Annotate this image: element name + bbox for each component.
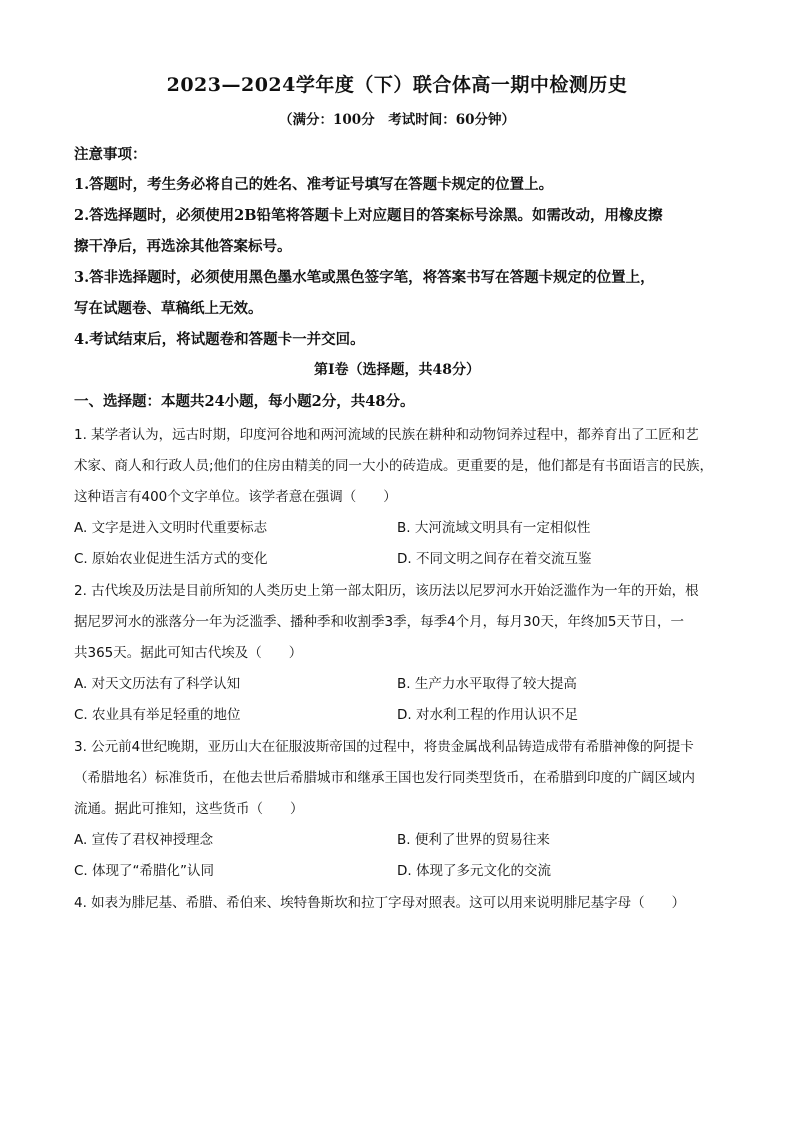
question-3-option-d[interactable]: D. 体现了多元文化的交流	[397, 863, 551, 879]
question-2-line: 据尼罗河水的涨落分一年为泛滥季、播种季和收割季3季，每季4个月，每月30天，年终加5天节日，一	[74, 614, 684, 630]
note-line: 4.考试结束后，将试题卷和答题卡一并交回。	[74, 331, 365, 348]
question-1-line: 术家、商人和行政人员;他们的住房由精美的同一大小的砖造成。更重要的是，他们都是有书面语言的民族，	[74, 458, 714, 474]
question-1-option-b[interactable]: B. 大河流域文明具有一定相似性	[397, 520, 591, 536]
section-heading: 第Ⅰ卷（选择题，共48分）	[313, 362, 481, 378]
question-1-option-c[interactable]: C. 原始农业促进生活方式的变化	[74, 551, 268, 567]
question-2-line: 共365天。据此可知古代埃及（ ）	[74, 645, 303, 661]
note-line: 擦干净后，再选涂其他答案标号。	[74, 238, 292, 255]
exam-meta: （满分：100分 考试时间：60分钟）	[279, 112, 515, 128]
question-2-option-d[interactable]: D. 对水利工程的作用认识不足	[397, 707, 578, 723]
question-1-line: 1. 某学者认为，远古时期，印度河谷地和两河流域的民族在耕种和动物饲养过程中，都养育出了工匠和艺	[74, 427, 699, 443]
section-instructions: 一、选择题：本题共24小题，每小题2分，共48分。	[74, 393, 415, 410]
question-3-line: （希腊地名）标准货币，在他去世后希腊城市和继承王国也发行同类型货币，在希腊到印度的广阔区域内	[74, 770, 695, 786]
note-line: 1.答题时，考生务必将自己的姓名、准考证号填写在答题卡规定的位置上。	[74, 176, 554, 193]
question-3-line: 3. 公元前4世纪晚期，亚历山大在征服波斯帝国的过程中，将贵金属战利品铸造成带有希腊神像的阿提卡	[74, 739, 694, 755]
question-1-option-d[interactable]: D. 不同文明之间存在着交流互鉴	[397, 551, 592, 567]
question-3-option-b[interactable]: B. 便利了世界的贸易往来	[397, 832, 550, 848]
question-1-line: 这种语言有400个文字单位。该学者意在强调（ ）	[74, 489, 397, 505]
page-title: 2023—2024学年度（下）联合体高一期中检测历史	[166, 74, 628, 96]
question-2-option-c[interactable]: C. 农业具有举足轻重的地位	[74, 707, 241, 723]
question-3-option-c[interactable]: C. 体现了“希腊化”认同	[74, 863, 214, 879]
question-2-line: 2. 古代埃及历法是目前所知的人类历史上第一部太阳历，该历法以尼罗河水开始泛滥作为一年的开始，根	[74, 583, 699, 599]
question-2-option-b[interactable]: B. 生产力水平取得了较大提高	[397, 676, 577, 692]
note-line: 2.答选择题时，必须使用2B铅笔将答题卡上对应题目的答案标号涂黑。如需改动，用橡皮擦	[74, 207, 663, 224]
notes-heading: 注意事项：	[74, 146, 147, 163]
question-3-option-a[interactable]: A. 宣传了君权神授理念	[74, 832, 214, 848]
question-1-option-a[interactable]: A. 文字是进入文明时代重要标志	[74, 520, 268, 536]
question-2-option-a[interactable]: A. 对天文历法有了科学认知	[74, 676, 241, 692]
note-line: 3.答非选择题时，必须使用黑色墨水笔或黑色签字笔，将答案书写在答题卡规定的位置上，	[74, 269, 655, 286]
question-4-line: 4. 如表为腓尼基、希腊、希伯来、埃特鲁斯坎和拉丁字母对照表。这可以用来说明腓尼基字母（ ）	[74, 895, 686, 911]
question-3-line: 流通。据此可推知，这些货币（ ）	[74, 801, 304, 817]
note-line: 写在试题卷、草稿纸上无效。	[74, 300, 263, 317]
